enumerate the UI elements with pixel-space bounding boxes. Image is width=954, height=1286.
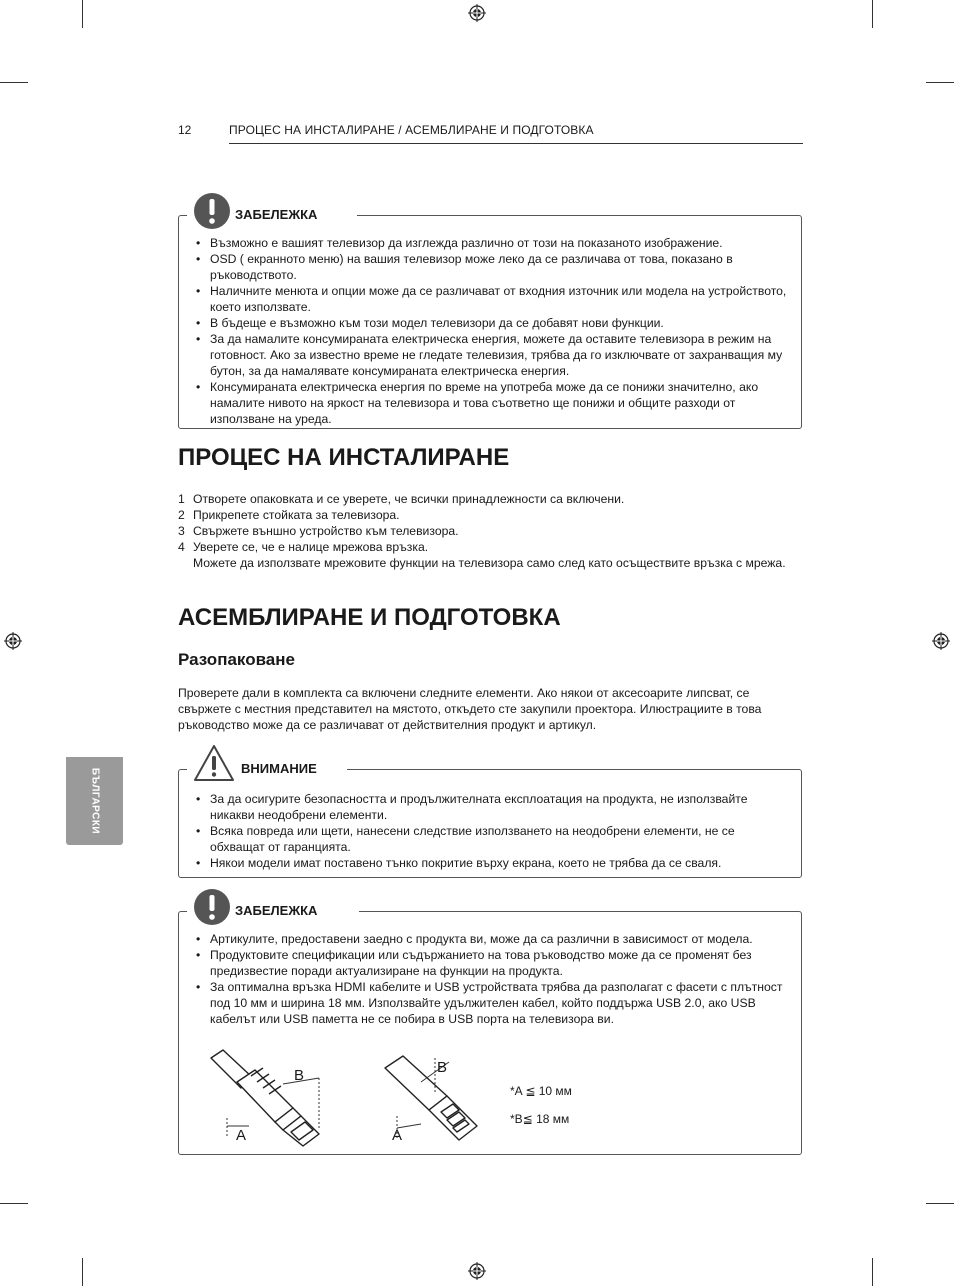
measurement-a: *A ≦ 10 мм (510, 1084, 572, 1098)
hdmi-label-a: A (236, 1127, 247, 1144)
usb-label-b: B (437, 1059, 448, 1076)
list-item: • За да осигурите безопасността и продължителната експлоатация на продукта, не използвайте никакви неодобрени елементи. (193, 791, 787, 823)
exclamation-note-icon (192, 191, 232, 231)
note-box (178, 215, 802, 429)
list-item (178, 507, 798, 523)
step-number: 3 (178, 524, 185, 538)
language-side-tab (66, 757, 123, 845)
warning-triangle-icon (192, 743, 236, 783)
crop-mark (926, 1203, 954, 1204)
list-item: • Някои модели имат поставено тънко покритие върху екрана, което не трябва да се сваля. (193, 855, 787, 871)
list-item: • Артикулите, предоставени заедно с продукта ви, може да са различни в зависимост от модела. (193, 931, 787, 947)
page-number: 12 (178, 123, 192, 137)
hdmi-label-b: B (294, 1067, 305, 1084)
list-item: • Всяка повреда или щети, нанесени следствие използването на неодобрени елементи, не се обхващат от гаранцията. (193, 823, 787, 855)
header-rule (229, 143, 803, 144)
crop-mark (82, 0, 83, 28)
list-item: • Консумираната електрическа енергия по време на употреба може да се понижи значително, ако намалите нивото на яркост на телевизора и това съответно ще понижи и общите разходи от използване на уреда. (193, 379, 787, 427)
unpacking-paragraph: Проверете дали в комплекта са включени следните елементи. Ако някои от аксесоарите липсват, се свържете с местния представител на мястото, откъдето сте закупили проектора. Илюстрациите в това ръководство може да се различават от действителния продукт и артикул. (178, 686, 762, 732)
language-label: БЪЛГАРСКИ (89, 767, 100, 835)
install-steps (178, 491, 798, 571)
list-item (178, 491, 798, 507)
step-text: Уверете се, че е налице мрежова връзка. Можете да използвате мрежовите функции на телевизора само след като осъществите връзка с мрежа. (193, 540, 786, 570)
section-heading-install: ПРОЦЕС НА ИНСТАЛИРАНЕ (178, 444, 510, 471)
registration-mark-icon (468, 4, 486, 22)
usb-label-a: A (392, 1127, 403, 1144)
registration-mark-icon (468, 1262, 486, 1280)
list-item: • Наличните менюта и опции може да се различават от входния източник или модела на устройството, което използвате. (193, 283, 787, 315)
note-list (193, 235, 787, 427)
caution-box (178, 769, 802, 878)
list-item: • За да намалите консумираната електрическа енергия, можете да оставите телевизора в режим на готовност. Ако за известно време не гледате телевизия, трябва да го изключвате от захранващия му бутон, за да намалявате консумираната електрическа енергия. (193, 331, 787, 379)
section-heading-assembly: АСЕМБЛИРАНЕ И ПОДГОТОВКА (178, 604, 561, 631)
caution-label: ВНИМАНИЕ (237, 761, 321, 776)
crop-mark (872, 1258, 873, 1286)
step-text: Отворете опаковката и се уверете, че всички принадлежности са включени. (193, 492, 625, 506)
list-item (178, 539, 798, 571)
crop-mark (0, 1203, 28, 1204)
list-item: • За оптимална връзка HDMI кабелите и USB устройствата трябва да разполагат с фасети с плътност под 10 мм и ширина 18 мм. Използвайте удължителен кабел, който поддържа USB 2.0, ако USB кабелът или USB паметта не се побира в USB порта на телевизора ви. (193, 979, 787, 1027)
list-item: • Възможно е вашият телевизор да изглежда различно от този на показаното изображение. (193, 235, 787, 251)
note-label: ЗАБЕЛЕЖКА (231, 903, 321, 918)
crop-mark (926, 82, 954, 83)
note-list (193, 931, 787, 1027)
list-item: • Продуктовите спецификации или съдържанието на това ръководство може да се променят без предизвестие поради актуализиране на функции на продукта. (193, 947, 787, 979)
caution-list (193, 791, 787, 871)
step-text: Прикрепете стойката за телевизора. (193, 508, 400, 522)
registration-mark-icon (4, 632, 22, 650)
note-label: ЗАБЕЛЕЖКА (231, 207, 321, 222)
subheading-unpacking: Разопаковане (178, 650, 295, 669)
crop-mark (872, 0, 873, 28)
running-header-title: ПРОЦЕС НА ИНСТАЛИРАНЕ / АСЕМБЛИРАНЕ И ПОДГОТОВКА (229, 123, 594, 137)
note-box (178, 911, 802, 1155)
crop-mark (82, 1258, 83, 1286)
list-item (178, 523, 798, 539)
exclamation-note-icon (192, 887, 232, 927)
step-number: 1 (178, 492, 185, 506)
step-number: 4 (178, 540, 185, 554)
step-text: Свържете външно устройство към телевизора. (193, 524, 459, 538)
measurement-b: *B≦ 18 мм (510, 1112, 570, 1126)
hdmi-connector-illustration (207, 1048, 347, 1148)
step-number: 2 (178, 508, 185, 522)
crop-mark (0, 82, 28, 83)
registration-mark-icon (932, 632, 950, 650)
list-item: • В бъдеще е възможно към този модел телевизори да се добавят нови функции. (193, 315, 787, 331)
list-item: • OSD ( екранното меню) на вашия телевизор може леко да се различава от това, показано в ръководството. (193, 251, 787, 283)
